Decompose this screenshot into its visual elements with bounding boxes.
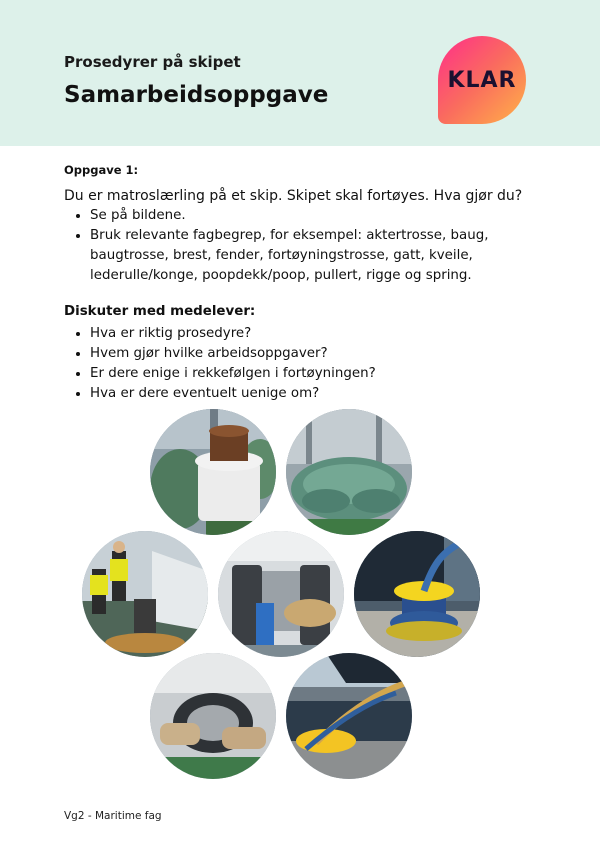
discussion-bullet-list — [64, 324, 540, 404]
photo-yellow-bollard-on-quay — [354, 531, 480, 657]
page-subtitle: Prosedyrer på skipet — [64, 53, 241, 71]
list-item: • Er dere enige i rekkefølgen i fortøyningen? — [90, 364, 540, 384]
logo-text: KLAR — [447, 67, 517, 93]
klar-logo — [438, 36, 526, 124]
task-label: Oppgave 1: — [64, 163, 139, 177]
photo-mooring-fairlead-closeup — [150, 653, 276, 779]
task-intro: Du er matroslærling på et skip. Skipet skal fortøyes. Hva gjør du? — [64, 188, 523, 204]
discussion-title: Diskuter med medelever: — [64, 304, 256, 319]
photo-fairlead-with-ropes — [218, 531, 344, 657]
header-banner — [0, 0, 600, 146]
photo-crew-handling-ropes-on-deck — [82, 531, 208, 657]
task-bullet-list — [64, 206, 540, 286]
photo-rope-on-quay-bollard — [286, 653, 412, 779]
list-item: • Hva er riktig prosedyre? — [90, 324, 540, 344]
footer-text: Vg2 - Maritime fag — [64, 810, 162, 822]
list-item: • Hvem gjør hvilke arbeidsoppgaver? — [90, 344, 540, 364]
list-item: • Se på bildene. — [90, 206, 540, 226]
page-title: Samarbeidsoppgave — [64, 82, 329, 108]
photo-bollard-with-ropes — [150, 409, 276, 535]
list-item: • Hva er dere eventuelt uenige om? — [90, 384, 540, 404]
photo-coiled-green-rope-on-deck — [286, 409, 412, 535]
list-item: • Bruk relevante fagbegrep, for eksempel: aktertrosse, baug, baugtrosse, brest, fender, fortøyningstrosse, gatt, kveile, lederulle/konge, poopdekk/poop, pullert, rigge og spring. — [90, 226, 540, 286]
